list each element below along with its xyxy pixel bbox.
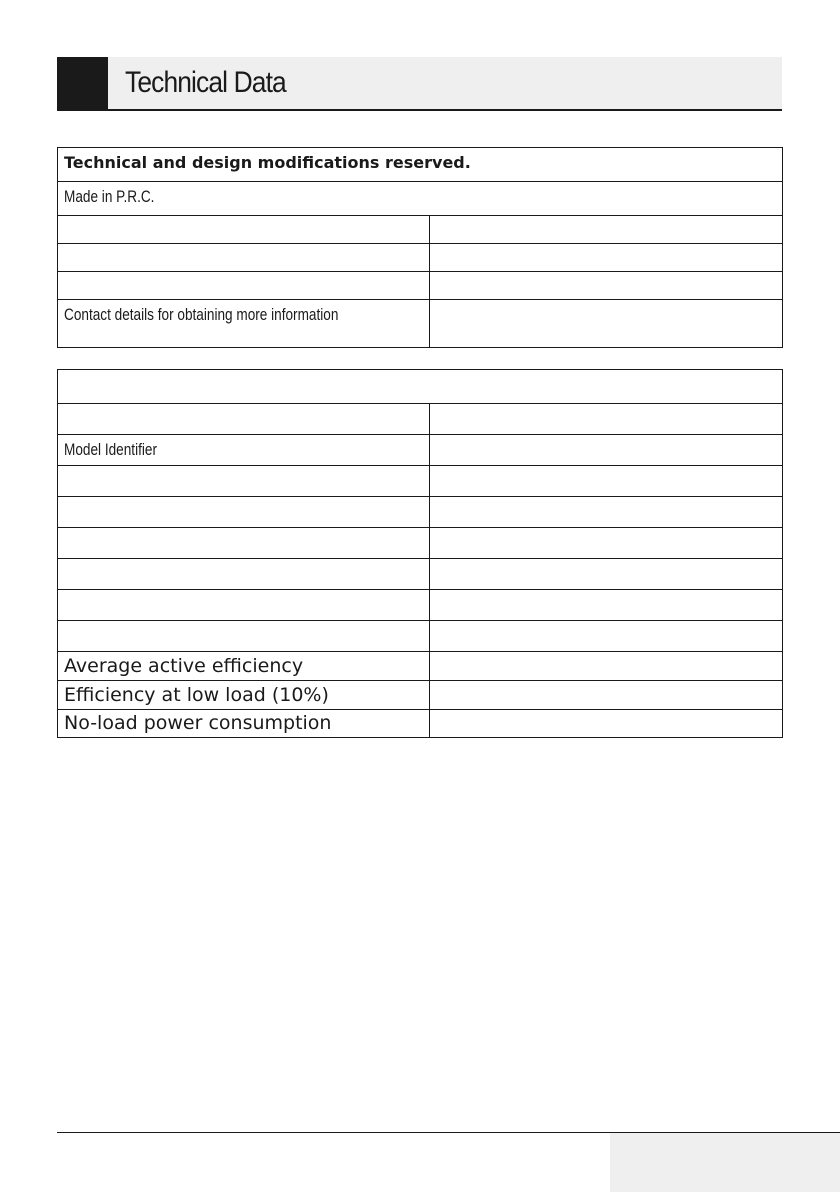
model-identifier-label: Model Identifier — [58, 435, 430, 466]
table-value-cell — [430, 497, 783, 528]
table-label-cell — [58, 621, 430, 652]
table-row — [58, 244, 783, 272]
low-load-efficiency-label: Efficiency at low load (10%) — [58, 681, 430, 710]
table-row — [58, 497, 783, 528]
modifications-note: Technical and design modifications reserved. — [58, 148, 783, 182]
table-row — [58, 528, 783, 559]
low-load-efficiency-value — [430, 681, 783, 710]
table-label-cell — [58, 272, 430, 300]
power-supply-table — [57, 369, 783, 738]
table-row — [58, 435, 783, 466]
table-row — [58, 681, 783, 710]
table-row — [58, 182, 783, 216]
table-label-cell — [58, 528, 430, 559]
table-label-cell — [58, 559, 430, 590]
table-label-cell — [58, 497, 430, 528]
table-row — [58, 404, 783, 435]
no-load-power-label: No-load power consumption — [58, 710, 430, 738]
section-header — [57, 57, 782, 111]
table-label-cell — [58, 404, 430, 435]
table-row — [58, 148, 783, 182]
table-label-cell — [58, 466, 430, 497]
table-value-cell — [430, 559, 783, 590]
table-label-cell — [58, 590, 430, 621]
average-efficiency-value — [430, 652, 783, 681]
table-value-cell — [430, 590, 783, 621]
table-row — [58, 466, 783, 497]
table-row — [58, 559, 783, 590]
table-row — [58, 216, 783, 244]
contact-details-label: Contact details for obtaining more information — [58, 300, 430, 348]
table-heading-cell — [58, 370, 783, 404]
no-load-power-value — [430, 710, 783, 738]
page-title: Technical Data — [125, 66, 286, 99]
table-row — [58, 300, 783, 348]
table-row — [58, 272, 783, 300]
table-row — [58, 590, 783, 621]
table-label-cell — [58, 216, 430, 244]
table-value-cell — [430, 216, 783, 244]
table-row — [58, 652, 783, 681]
table-label-cell — [58, 244, 430, 272]
table-value-cell — [430, 404, 783, 435]
footer-page-box — [610, 1133, 840, 1192]
made-in-cell — [58, 182, 783, 216]
table-value-cell — [430, 466, 783, 497]
average-efficiency-label: Average active efficiency — [58, 652, 430, 681]
table-row — [58, 621, 783, 652]
made-in-text: Made in P.R.C. — [64, 187, 155, 206]
table-value-cell — [430, 528, 783, 559]
table-row — [58, 370, 783, 404]
header-accent-block — [57, 57, 108, 109]
model-identifier-value — [430, 435, 783, 466]
manufacturer-info-table — [57, 147, 783, 348]
table-value-cell — [430, 272, 783, 300]
contact-details-value — [430, 300, 783, 348]
table-value-cell — [430, 244, 783, 272]
table-value-cell — [430, 621, 783, 652]
table-row — [58, 710, 783, 738]
